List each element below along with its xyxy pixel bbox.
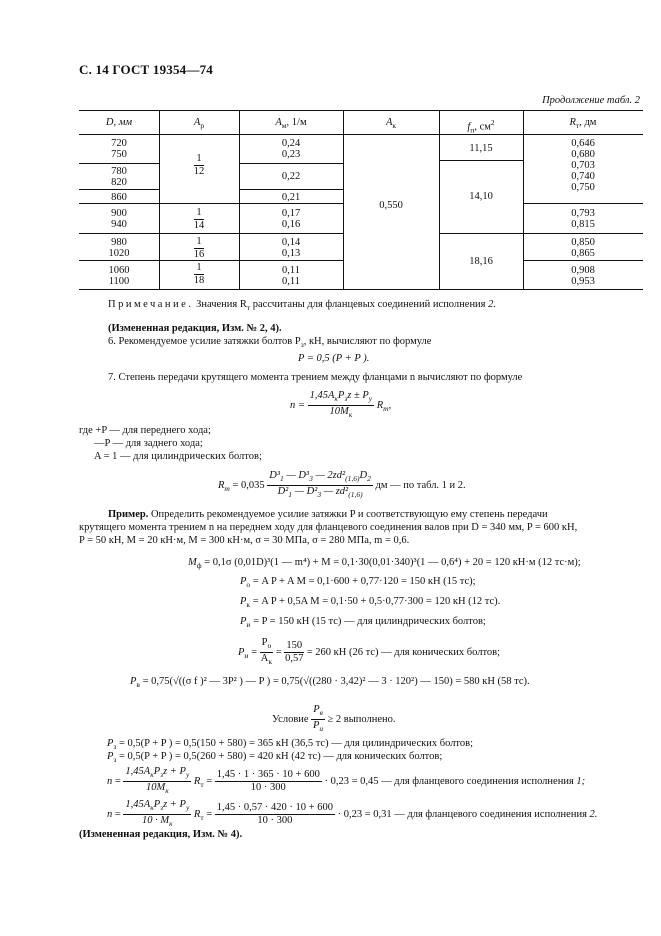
d-cell: 860 [111, 192, 127, 203]
header-am: $A_м$, 1/м [275, 117, 307, 131]
item-7: 7. Степень передачи крутящего момента трением между фланцами n вычисляют по формуле [108, 372, 523, 383]
fn-cell: 18,16 [469, 256, 493, 267]
rt-cell: 0,793 [571, 208, 595, 219]
item-6: 6. Рекомендуемое усилие затяжки болтов $P_з$, кН, вычисляют по формуле [108, 336, 432, 350]
d-cell: 940 [111, 219, 127, 230]
am-cell: 0,13 [281, 248, 301, 259]
final-revision: (Измененная редакция, Изм. № 4). [79, 829, 243, 840]
ap-fraction: $\frac{1}{12}$ [193, 153, 205, 177]
d-cell: 1100 [108, 276, 130, 287]
am-cell: 0,16 [281, 219, 301, 230]
ap-fraction: $\frac{1}{18}$ [193, 262, 205, 286]
d-cell: 1060 [108, 265, 130, 276]
where-3: A = 1 — для цилиндрических болтов; [94, 451, 262, 462]
d-cell: 780 [111, 166, 127, 177]
rt-cell: 0,750 [571, 182, 595, 193]
d-cell: 750 [111, 149, 127, 160]
fn-cell: 11,15 [469, 143, 493, 154]
ak-cell: 0,550 [379, 200, 403, 211]
rt-cell: 0,680 [571, 149, 595, 160]
rt-cell: 0,703 [571, 160, 595, 171]
fn-cell: 14,10 [469, 191, 493, 202]
formula-pz: P = 0,5 (P + P ). [298, 353, 370, 364]
d-cell: 900 [111, 208, 127, 219]
rt-cell: 0,815 [571, 219, 595, 230]
rt-cell: 0,953 [571, 276, 595, 287]
example-p1: Пример. Определить рекомендуемое усилие затяжки P и соответствующую ему степень передачи [108, 509, 548, 520]
header-ak: $A_к$ [385, 117, 397, 131]
d-cell: 1020 [108, 248, 130, 259]
example-p3: P = 50 кН, M = 20 кН·м, M = 300 кН·м, σ = 30 МПа, σ = 280 МПа, m = 0,6. [79, 535, 410, 546]
calc-pu-con: $P_и$ = $\frac{P_о}{A_к}$ = $\frac{150}{0,57}$ = 260 кН (26 тс) — для конических болтов; [238, 637, 501, 667]
calc-condition: Условие $\frac{P_в}{P_и}$ ≥ 2 выполнено. [272, 704, 396, 734]
calc-pz2: $P_з = 0,5(P + P$ ) = 0,5(260 + 580) = 420 кН (42 тс) — для конических болтов; [107, 751, 443, 765]
calc-pk: $P_к = A$ P + 0,5A M = 0,1·50 + 0,5·0,77·300 = 120 кН (12 тс). [240, 596, 501, 610]
table-note: Примечание. Значения $R_т$ рассчитаны для фланцевых соединений исполнения 2. [108, 299, 497, 313]
data-table [79, 110, 643, 290]
revision-note: (Измененная редакция, Изм. № 2, 4). [108, 323, 282, 334]
continuation-caption: Продолжение табл. 2 [542, 95, 640, 106]
am-cell: 0,23 [281, 149, 301, 160]
am-cell: 0,21 [281, 192, 301, 203]
calc-pv: $P_в = 0,75(√((\sigma$ f )² — 3P² ) — P ) = 0,75(√((280 · 3,42)² — 3 · 120²) — 150) = 580 кН (58 тс). [130, 676, 530, 690]
rt-cell: 0,740 [571, 171, 595, 182]
header-rt: $R_т$, дм [569, 117, 597, 131]
formula-rt: $R_т = 0,035$ $\frac{D^3_1 — D^3_3 — 2zd^2_{(1,6)}D_2}{D^2_1 — D^2_3 — zd^2_{(1,6)}}$ дм — по табл. 1 и 2. [218, 470, 466, 500]
am-cell: 0,24 [281, 138, 301, 149]
page-header: С. 14 ГОСТ 19354—74 [79, 62, 213, 77]
calc-po: $P_о = A$ P + A M = 0,1·600 + 0,77·120 = 150 кН (15 тс); [240, 576, 476, 590]
calc-pz1: $P_з = 0,5(P + P$ ) = 0,5(150 + 580) = 365 кН (36,5 тс) — для цилиндрических болтов; [107, 738, 474, 752]
header-ap: $A_р$ [193, 117, 205, 131]
calc-mf: $M_ф = 0,1\sigma$ (0,01D)³(1 — m⁴) + M = 0,1·30(0,01·340)³(1 — 0,6⁴) + 20 = 120 кН·м (12 тс·м); [188, 557, 581, 571]
where-1: где +P — для переднего хода; [79, 425, 211, 436]
calc-n2: n = $\frac{1,45A_кP_зz + P_у}{10 \cdot M_к}$ $R_т$ = $\frac{1,45 \cdot 0,57 \cdot 420 \cdot 10 + 600}{10 \cdot 300}$ · 0,23 = 0,31 — для фланцевого соединения исполнения 2. [107, 799, 598, 829]
example-p2: крутящего момента трением n на переднем ходу для фланцевого соединения валов при D = 340 мм, P = 600 кН, [79, 522, 578, 533]
am-cell: 0,17 [281, 208, 301, 219]
am-cell: 0,11 [282, 276, 300, 287]
header-fn: $f_п$, $см^2$ [467, 118, 495, 135]
d-cell: 820 [111, 177, 127, 188]
am-cell: 0,22 [281, 171, 301, 182]
d-cell: 720 [111, 138, 127, 149]
where-2: —P — для заднего хода; [94, 438, 203, 449]
am-cell: 0,11 [282, 265, 300, 276]
rt-cell: 0,908 [571, 265, 595, 276]
rt-cell: 0,850 [571, 237, 595, 248]
d-cell: 980 [111, 237, 127, 248]
calc-n1: n = $\frac{1,45A_кP_зz + P_у}{10M_к}$ $R_т$ = $\frac{1,45 \cdot 1 \cdot 365 \cdot 10 + 600}{10 \cdot 300}$ · 0,23 = 0,45 — для фланцевого соединения исполнения 1; [107, 766, 586, 796]
am-cell: 0,14 [281, 237, 301, 248]
rt-cell: 0,865 [571, 248, 595, 259]
ap-fraction: $\frac{1}{14}$ [193, 207, 205, 231]
ap-fraction: $\frac{1}{16}$ [193, 236, 205, 260]
formula-n: n = $\frac{1,45A_кP_зz \pm P_у}{10M_к}$ $R_т$, [290, 390, 392, 420]
rt-cell: 0,646 [571, 138, 595, 149]
header-d: D, мм [105, 117, 133, 128]
calc-pu-cyl: $P_и = P = 150$ кН (15 тс) — для цилиндрических болтов; [240, 616, 486, 630]
